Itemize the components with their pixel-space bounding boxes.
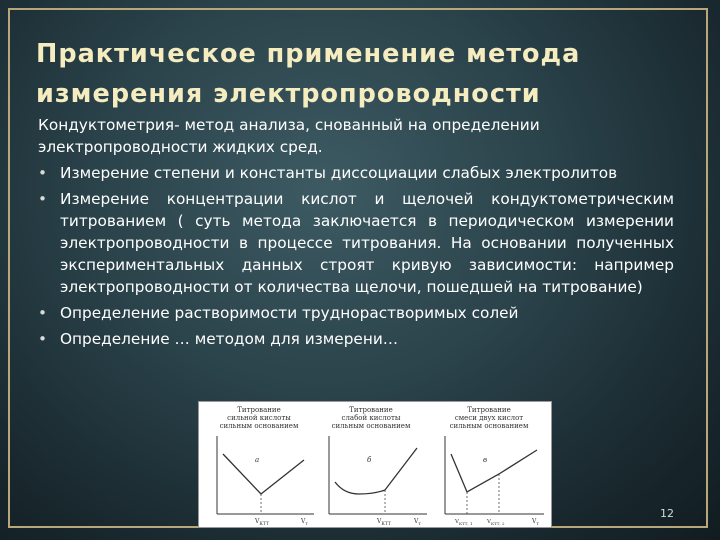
panel-a-title-1: Титрование (237, 406, 281, 414)
titration-curves-figure (198, 401, 552, 528)
panel-b-title-2: слабой кислоты (341, 414, 401, 422)
panel-b-xend: $V_т$ (414, 518, 421, 527)
panel-a-curve (223, 454, 304, 494)
panel-b-title-3: сильным основанием (331, 422, 411, 430)
panel-b-curve (335, 448, 417, 494)
bullet-text: Определение … методом для измерени… (60, 330, 399, 348)
panel-c-title-3: сильным основанием (449, 422, 529, 430)
intro-paragraph: Кондуктометрия- метод анализа, снованный на определении электропроводности жидких сред. (38, 116, 540, 156)
panel-b-letter: б (367, 456, 372, 464)
slide-title (36, 34, 686, 114)
panel-c (445, 406, 544, 527)
bullet-text: Измерение концентрации кислот и щелочей кондуктометрическим титрованием ( суть метода заключается в периодическом измерении электропроводности в процессе титрования. На основании полученных экспериментальных данных строят кривую зависимости: например электропроводности от количества щелочи, пошедшей на титрование) (60, 190, 674, 296)
title-line-2: измерения электропроводности (36, 79, 541, 109)
panel-a-xend: $V_т$ (301, 518, 308, 527)
bullet-icon: • (38, 304, 48, 322)
panel-c-xmark-1: $V_{КТТ, 1}$ (455, 519, 473, 526)
title-line-1: Практическое применение метода (36, 39, 581, 69)
slide-body (38, 114, 674, 354)
bullet-text: Определение растворимости труднорастворимых солей (60, 304, 519, 322)
list-item (38, 302, 674, 324)
panel-c-letter: в (483, 456, 488, 464)
panel-a-xmark: $V_{КТТ}$ (255, 518, 269, 527)
bullet-list (38, 162, 674, 350)
panel-b (329, 406, 427, 527)
bullet-text: Измерение степени и константы диссоциации слабых электролитов (60, 164, 618, 182)
panel-c-title-2: смеси двух кислот (454, 414, 524, 422)
panel-c-xmark-2: $V_{КТТ, 2}$ (487, 519, 505, 526)
panel-b-title-1: Титрование (349, 406, 393, 414)
panel-a-letter: а (255, 456, 260, 464)
panel-a (217, 406, 314, 527)
panel-c-xend: $V_т$ (532, 518, 539, 527)
titration-curves-svg (199, 402, 551, 527)
page-number: 12 (660, 507, 674, 520)
panel-b-xmark: $V_{КТТ}$ (377, 518, 391, 527)
list-item (38, 162, 674, 184)
panel-c-title-1: Титрование (467, 406, 511, 414)
panel-a-title-3: сильным основанием (219, 422, 299, 430)
panel-a-title-2: сильной кислоты (227, 414, 291, 422)
list-item (38, 188, 674, 298)
bullet-icon: • (38, 330, 48, 348)
panel-c-curve (451, 450, 537, 492)
bullet-icon: • (38, 190, 48, 208)
bullet-icon: • (38, 164, 48, 182)
list-item (38, 328, 674, 350)
